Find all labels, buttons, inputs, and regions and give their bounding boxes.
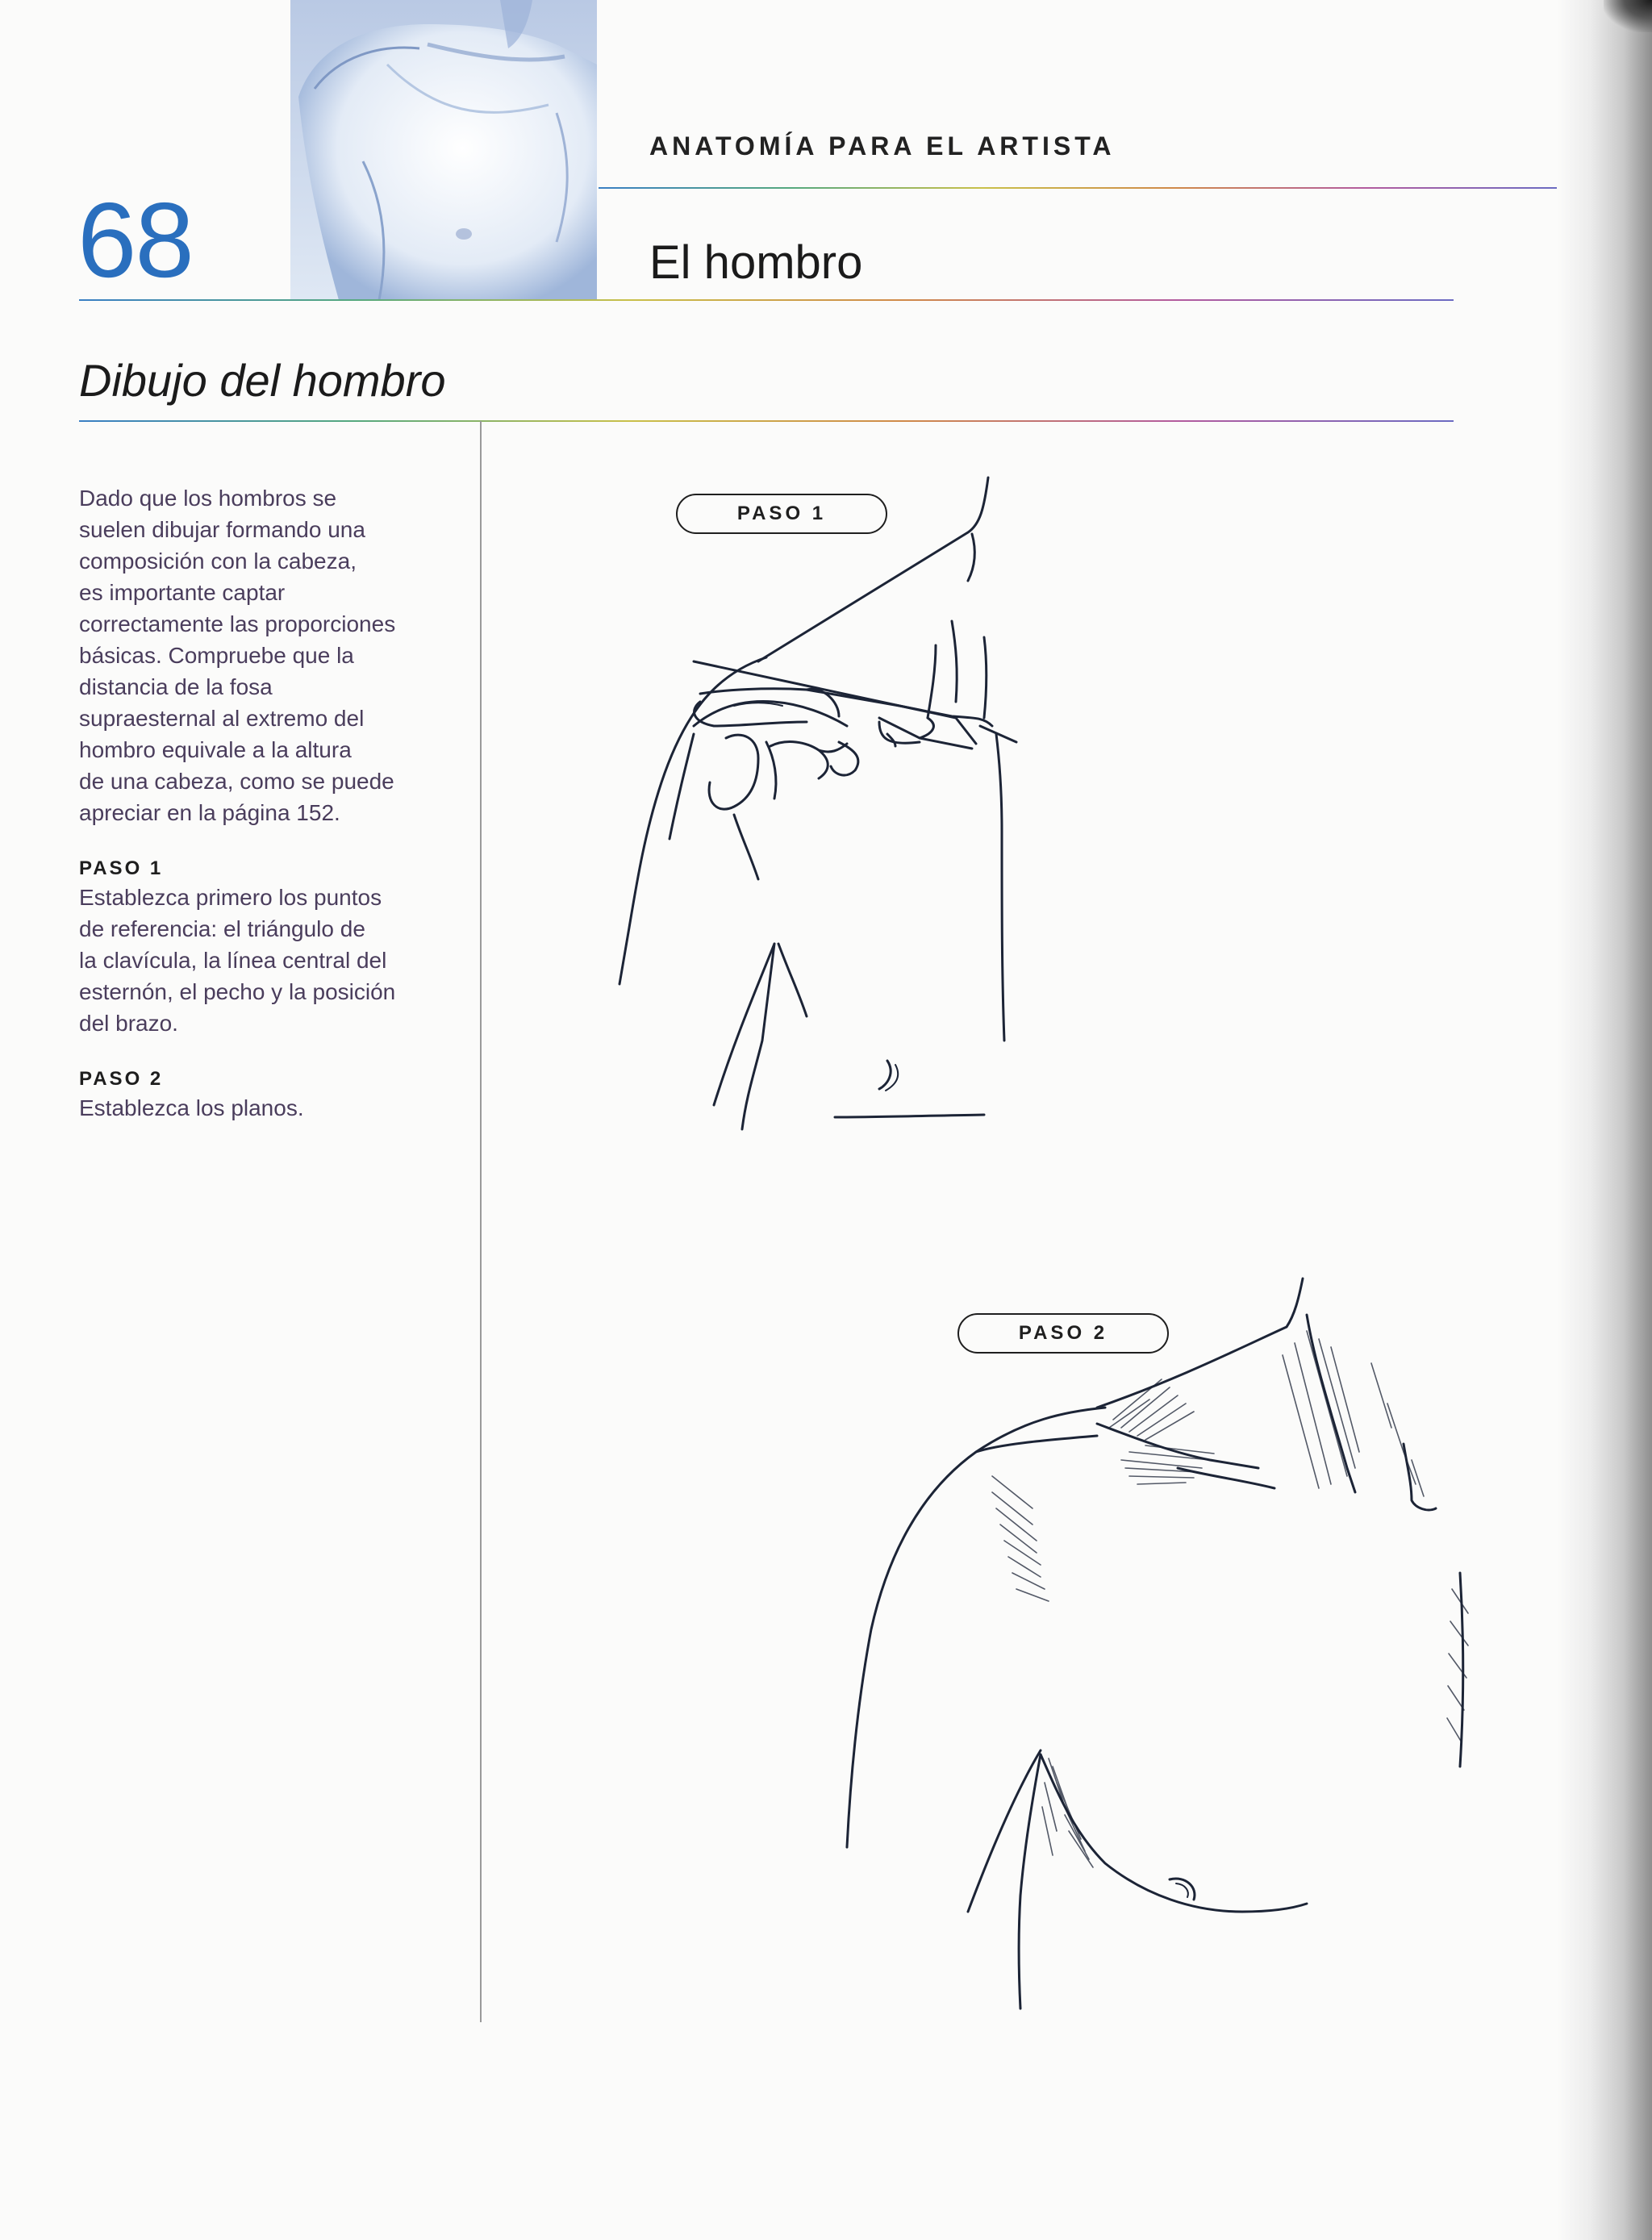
header-shoulder-illustration (290, 0, 597, 300)
header-rule (599, 187, 1557, 189)
step-1-label: PASO 1 (676, 494, 887, 534)
step-2-body: Establezca los planos. (79, 1095, 304, 1120)
section-title: Dibujo del hombro (79, 355, 446, 406)
page-gutter-shadow (1557, 0, 1652, 2240)
step-1-title: PASO 1 (79, 857, 164, 879)
section-rule (79, 420, 1454, 422)
step-1-body: Establezca primero los puntos de referencia: el triángulo de la clavícula, la línea central del esternón, el pecho y la posición del brazo. (79, 885, 396, 1036)
title-rule (79, 299, 1454, 301)
step-2-title: PASO 2 (79, 1068, 164, 1090)
step-2-sketch (791, 1266, 1500, 2041)
step-1-sketch (500, 460, 1162, 1162)
chapter-title: El hombro (649, 236, 863, 289)
intro-paragraph: Dado que los hombros se suelen dibujar formando una composición con la cabeza, es importante captar correctamente las proporciones básicas. Compruebe que la distancia de la fosa supraesternal al extremo del hombro equivale a la altura de una cabeza, como se puede apreciar en la página 152. (79, 486, 396, 825)
column-divider (480, 421, 482, 2022)
page-corner-shadow (1604, 0, 1652, 32)
step-2-label: PASO 2 (957, 1313, 1169, 1354)
running-head: ANATOMÍA PARA EL ARTISTA (649, 131, 1116, 161)
sidebar-text (79, 482, 434, 1124)
chapter-number: 68 (77, 181, 193, 299)
